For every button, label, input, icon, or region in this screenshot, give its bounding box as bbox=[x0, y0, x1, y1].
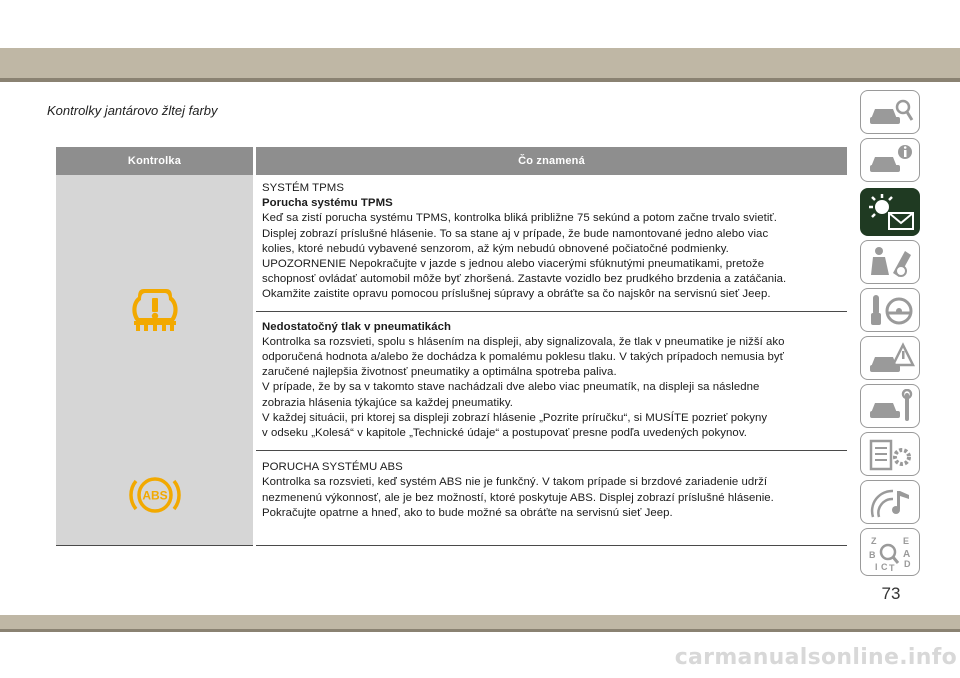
index-search-icon bbox=[867, 533, 915, 573]
footer-bar-line bbox=[0, 629, 960, 632]
text-line: zobrazia hlásenia týkajúce sa každej pneumatiky. bbox=[262, 396, 514, 409]
row-title: PORUCHA SYSTÉMU ABS bbox=[262, 461, 403, 474]
svg-text:E: E bbox=[903, 536, 910, 546]
warning-light-message-icon bbox=[867, 193, 915, 233]
svg-text:I: I bbox=[875, 562, 878, 572]
tab-servicing[interactable] bbox=[860, 384, 920, 428]
text-line: V každej situácii, pri ktorej sa displeji zobrazí hlásenie „Pozrite príručku“, si MUSÍTE pozrieť pokyny bbox=[262, 411, 768, 424]
tab-car-search[interactable] bbox=[860, 90, 920, 134]
svg-text:D: D bbox=[904, 559, 911, 569]
section-title: Kontrolky jantárovo žltej farby bbox=[47, 103, 218, 118]
tab-safety[interactable] bbox=[860, 240, 920, 284]
text-line: zaručené najlepšia životnosť pneumatiky a optimálna spotreba paliva. bbox=[262, 366, 617, 379]
svg-text:C: C bbox=[881, 562, 888, 572]
car-service-icon bbox=[867, 389, 915, 425]
text-line: schopnosť ovládať automobil môže byť zhoršená. Zastavte vozidlo bez prudkého brzdenia a zatáčania. bbox=[262, 273, 787, 286]
table-header-row bbox=[56, 147, 847, 175]
specifications-gear-icon bbox=[867, 437, 915, 473]
page-number: 73 bbox=[881, 584, 901, 603]
text-line: Kontrolka sa rozsvieti, keď systém ABS nie je funkčný. V takom prípade si brzdové zariadenie udrží bbox=[262, 476, 768, 489]
low-pressure-description bbox=[255, 311, 848, 451]
row-subtitle: Porucha systému TPMS bbox=[262, 197, 393, 210]
abs-failure-description bbox=[255, 451, 848, 546]
tab-warning-lights[interactable] bbox=[860, 188, 920, 236]
top-margin bbox=[0, 0, 960, 48]
text-line: Kontrolka sa rozsvieti, spolu s hlásením na displeji, aby signalizovala, že tlak v pneumatike je nižší ako bbox=[262, 335, 785, 348]
text-line: kolies, ktoré nebudú vybavené senzorom, až kým nebudú obnovené počiatočné podmienky. bbox=[262, 242, 729, 255]
column-header-indicator: Kontrolka bbox=[56, 147, 255, 175]
svg-text:T: T bbox=[889, 563, 895, 573]
text-line: odporučená hodnota a/alebo že dochádza k pomalému poklesu tlaku. V takých prípadoch nemusia byť bbox=[262, 351, 784, 364]
seat-safety-icon bbox=[867, 245, 915, 281]
tab-multimedia[interactable] bbox=[860, 480, 920, 524]
abs-warning-icon bbox=[127, 470, 183, 525]
row-title: SYSTÉM TPMS bbox=[262, 182, 344, 194]
tpms-failure-description bbox=[255, 175, 848, 311]
tab-car-info[interactable] bbox=[860, 138, 920, 182]
abs-icon-cell bbox=[56, 451, 255, 546]
key-steering-wheel-icon bbox=[867, 293, 915, 329]
tpms-warning-icon bbox=[128, 285, 182, 340]
tab-technical-specifications[interactable] bbox=[860, 432, 920, 476]
text-line: Keď sa zistí porucha systému TPMS, kontrolka bliká približne 75 sekúnd a potom začne trvalo svietiť. bbox=[262, 212, 777, 225]
car-info-icon bbox=[867, 143, 915, 179]
abs-icon-label: ABS bbox=[141, 488, 168, 503]
svg-text:B: B bbox=[869, 550, 876, 560]
car-search-icon bbox=[867, 95, 915, 131]
text-line: v odseku „Kolesá“ v kapitole „Technické údaje“ a postupovať presne podľa uvedených pokynov. bbox=[262, 427, 747, 440]
table-row bbox=[56, 451, 847, 546]
footer-bar bbox=[0, 615, 960, 629]
text-line: Displej zobrazí príslušné hlásenie. To sa stane aj v prípade, že bude namontované jedno alebo viac bbox=[262, 227, 769, 240]
indicator-table bbox=[56, 147, 847, 546]
header-bar bbox=[0, 48, 960, 78]
multimedia-icon bbox=[867, 485, 915, 521]
column-header-meaning: Čo znamená bbox=[255, 147, 848, 175]
tab-starting-driving[interactable] bbox=[860, 288, 920, 332]
tab-emergency[interactable] bbox=[860, 336, 920, 380]
car-emergency-icon bbox=[867, 341, 915, 377]
text-line: V prípade, že by sa v takomto stave nachádzali dve alebo viac pneumatík, na displeji sa následne bbox=[262, 381, 760, 394]
text-line: Pokračujte opatrne a hneď, ako to bude možné sa obráťte na servisnú sieť Jeep. bbox=[262, 506, 673, 519]
tpms-icon-cell bbox=[56, 175, 255, 451]
text-line: nezmenenú výkonnosť, ale je bez možností, ktoré poskytuje ABS. Displej zobrazí príslušné hlásenie. bbox=[262, 491, 774, 504]
text-line: Okamžite zaistite opravu pomocou príslušnej súpravy a obráťte sa čo najskôr na servisnú sieť Jeep. bbox=[262, 288, 771, 301]
tab-index[interactable] bbox=[860, 528, 920, 576]
svg-text:Z: Z bbox=[871, 536, 877, 546]
svg-text:A: A bbox=[903, 549, 911, 560]
watermark: carmanualsonline.info bbox=[674, 645, 957, 670]
text-line: UPOZORNENIE Nepokračujte v jazde s jednou alebo viacerými sfúknutými pneumatikami, pretože bbox=[262, 258, 765, 271]
table-row bbox=[56, 175, 847, 311]
row-subtitle: Nedostatočný tlak v pneumatikách bbox=[262, 320, 451, 333]
header-bar-line bbox=[0, 78, 960, 82]
